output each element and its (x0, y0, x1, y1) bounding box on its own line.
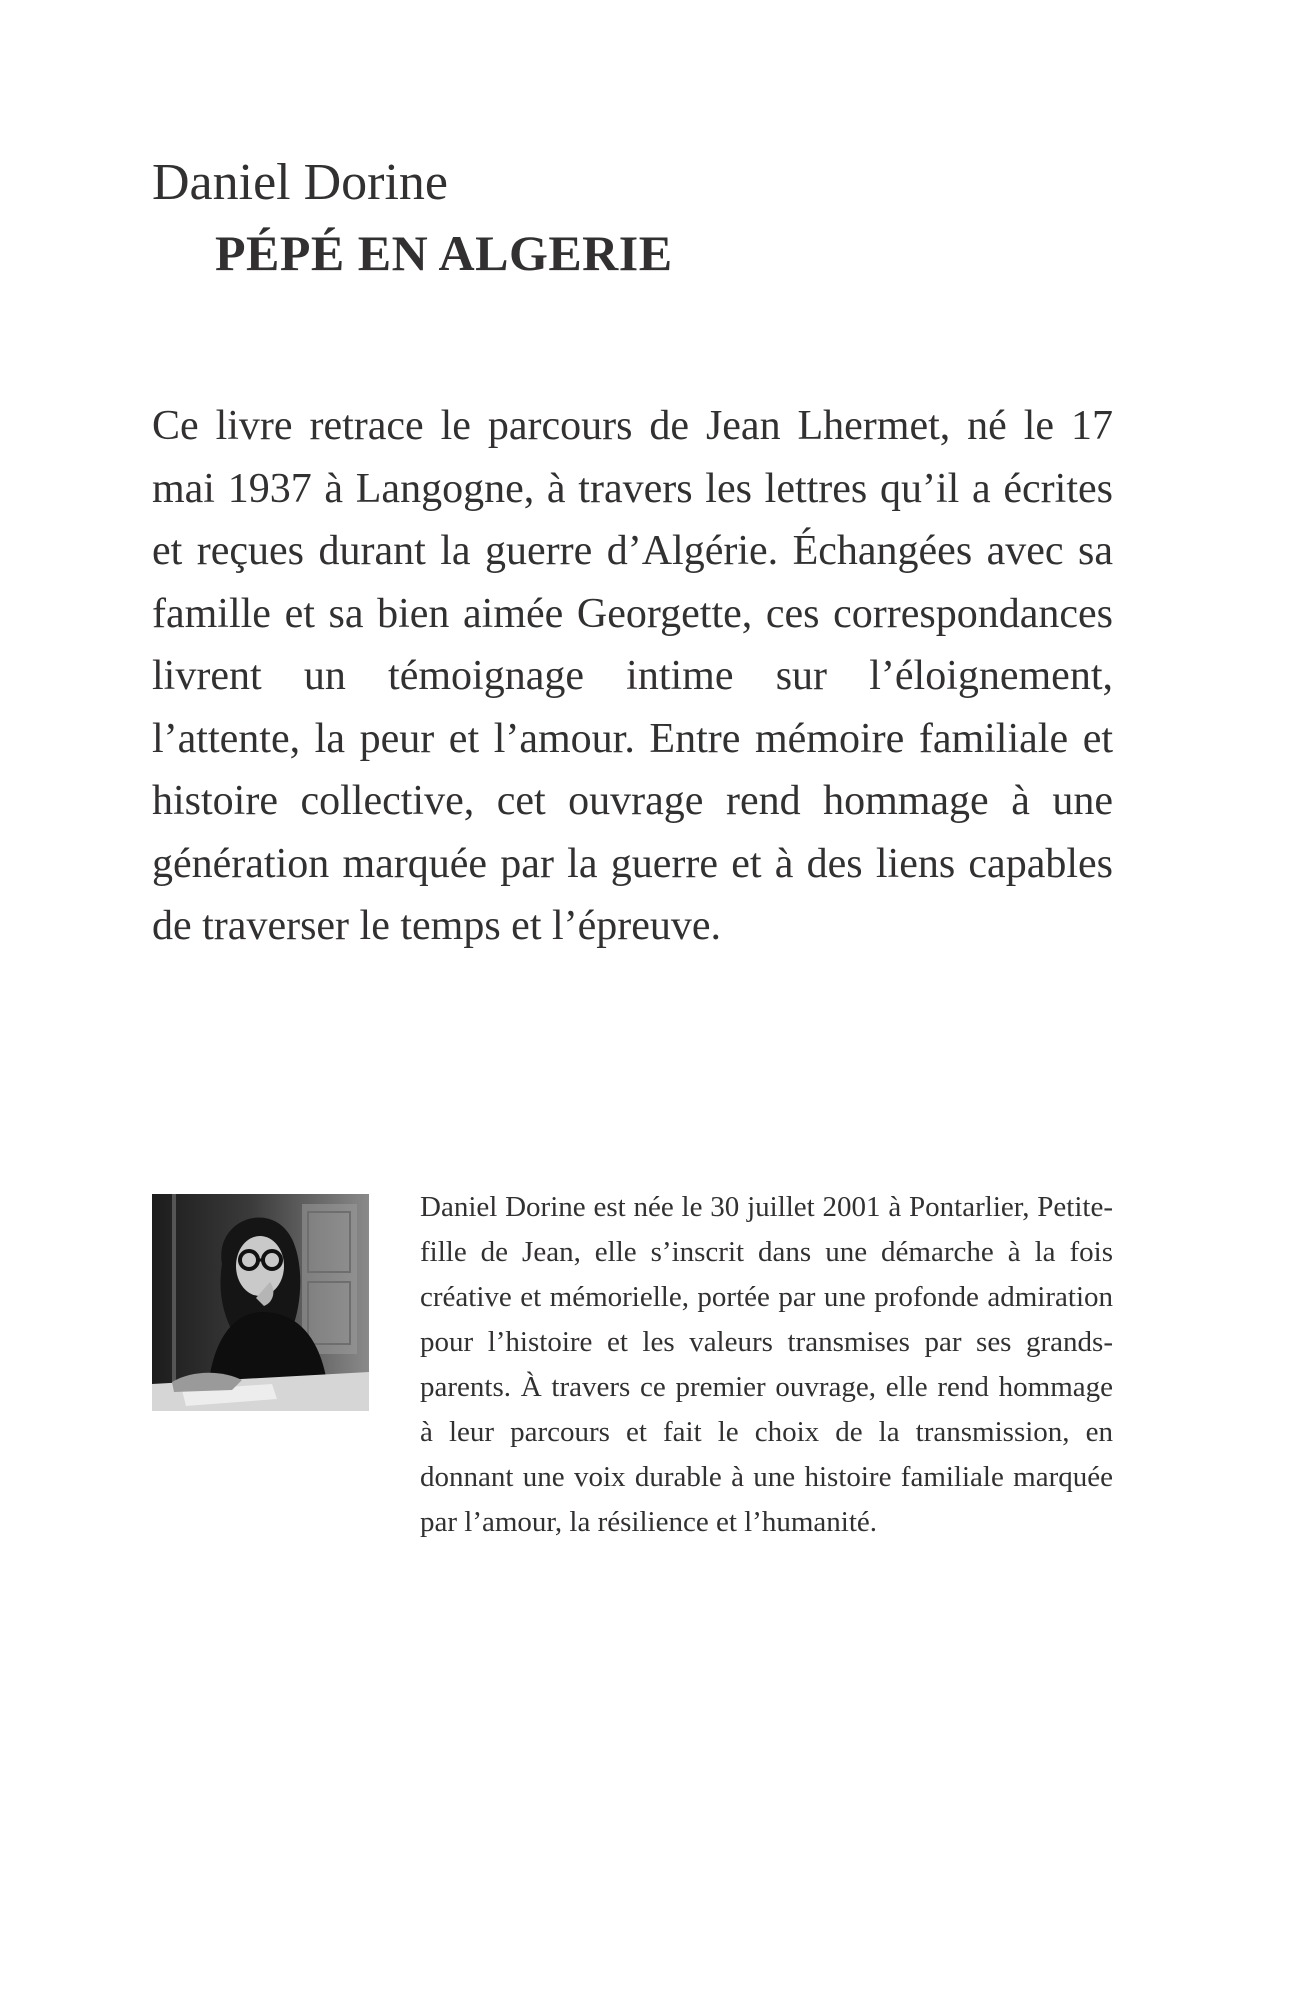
author-name: Daniel Dorine (152, 154, 449, 211)
book-blurb: Ce livre retrace le parcours de Jean Lhermet, né le 17 mai 1937 à Langogne, à travers les lettres qu’il a écrites et reçues durant la guerre d’Algérie. Échangées avec sa famille et sa bien aimée Georgette, ces correspondances livrent un témoignage intime sur l’éloignement, l’attente, la peur et l’amour. Entre mémoire familiale et histoire collective, cet ouvrage rend hommage à une génération marquée par la guerre et à des liens capables de traverser le temps et l’épreuve. (152, 403, 1113, 949)
author-photo (152, 1194, 369, 1411)
author-bio: Daniel Dorine est née le 30 juillet 2001 à Pontarlier, Petite-fille de Jean, elle s’inscrit dans une démarche à la fois créative et mémorielle, portée par une profonde admiration pour l’histoire et les valeurs transmises par ses grands-parents. À travers ce premier ouvrage, elle rend hommage à leur parcours et fait le choix de la transmission, en donnant une voix durable à une histoire familiale marquée par l’amour, la résilience et l’humanité. (420, 1191, 1113, 1538)
book-title: PÉPÉ EN ALGERIE (215, 225, 673, 281)
